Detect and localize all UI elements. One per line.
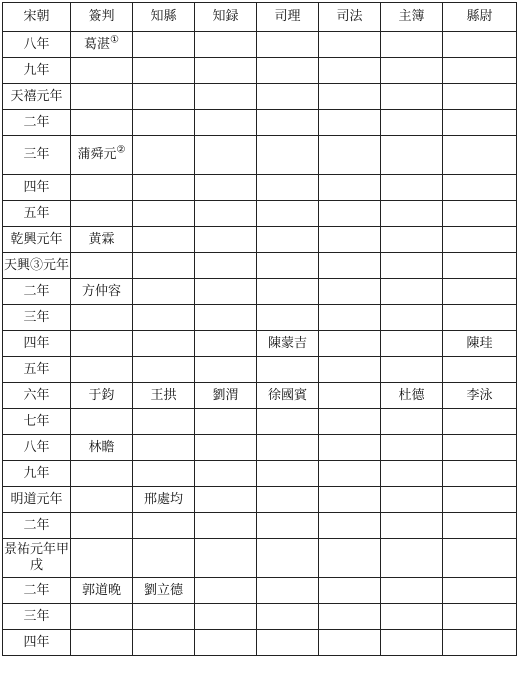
header-zhilu: 知録: [195, 3, 257, 32]
official-cell-zhilu: [195, 58, 257, 84]
year-cell: [3, 227, 71, 253]
official-cell-zhixian: [133, 175, 195, 201]
official-cell-sili: [257, 357, 319, 383]
official-cell-xianwei: [443, 279, 517, 305]
table-row: [3, 435, 517, 461]
official-cell-sifa: [319, 383, 381, 409]
official-cell-zhilu: [195, 331, 257, 357]
official-cell-xianwei: [443, 253, 517, 279]
official-cell-sifa: [319, 578, 381, 604]
official-cell-sili: [257, 539, 319, 578]
cell-text: 二年: [23, 582, 50, 598]
header-zhubu: 主簿: [381, 3, 443, 32]
cell-text: 三年: [23, 147, 50, 162]
cell-text: 四年: [23, 335, 50, 351]
official-cell-zhubu: [381, 32, 443, 58]
official-cell-sifa: [319, 630, 381, 656]
official-cell-zhubu: [381, 578, 443, 604]
footnote-marker: ②: [116, 144, 126, 156]
table-row: [3, 604, 517, 630]
table-row: [3, 578, 517, 604]
cell-text: 三年: [23, 309, 50, 325]
official-cell-zhubu: [381, 461, 443, 487]
official-cell-xianwei: [443, 227, 517, 253]
official-cell-zhilu: [195, 253, 257, 279]
cell-text: 景祐元年甲戌: [3, 542, 69, 573]
cell-text: 葛湛: [84, 36, 111, 52]
official-cell-zhilu: [195, 136, 257, 175]
official-cell-xianwei: [443, 383, 517, 409]
table-row: [3, 136, 517, 175]
cell-text: 劉渭: [212, 387, 239, 403]
official-cell-xianwei: [443, 201, 517, 227]
official-cell-xianwei: [443, 409, 517, 435]
official-cell-sifa: [319, 110, 381, 136]
official-cell-qianpan: [71, 604, 133, 630]
year-cell: [3, 32, 71, 58]
official-cell-zhilu: [195, 201, 257, 227]
cell-text: 杜德: [398, 387, 425, 403]
cell-text: 五年: [23, 205, 50, 221]
official-cell-qianpan: [71, 630, 133, 656]
official-cell-zhilu: [195, 539, 257, 578]
year-cell: [3, 175, 71, 201]
official-cell-xianwei: [443, 331, 517, 357]
year-cell: [3, 539, 71, 578]
official-cell-zhilu: [195, 84, 257, 110]
official-cell-zhilu: [195, 487, 257, 513]
official-cell-sifa: [319, 136, 381, 175]
table-row: [3, 253, 517, 279]
official-cell-sifa: [319, 409, 381, 435]
cell-text: 八年: [23, 36, 50, 52]
table-row: [3, 201, 517, 227]
year-cell: [3, 136, 71, 175]
cell-text: 二年: [23, 283, 50, 299]
official-cell-zhilu: [195, 409, 257, 435]
official-cell-qianpan: [71, 578, 133, 604]
official-cell-zhixian: [133, 630, 195, 656]
official-cell-zhixian: [133, 84, 195, 110]
official-cell-qianpan: [71, 201, 133, 227]
official-cell-sili: [257, 175, 319, 201]
official-cell-zhixian: [133, 201, 195, 227]
official-cell-qianpan: [71, 513, 133, 539]
official-cell-qianpan: [71, 539, 133, 578]
year-cell: [3, 409, 71, 435]
official-cell-zhilu: [195, 383, 257, 409]
official-cell-qianpan: [71, 435, 133, 461]
official-cell-qianpan: [71, 461, 133, 487]
year-cell: [3, 279, 71, 305]
table-row: [3, 513, 517, 539]
official-cell-zhixian: [133, 513, 195, 539]
cell-text: 九年: [23, 465, 50, 481]
official-cell-sifa: [319, 58, 381, 84]
year-cell: [3, 253, 71, 279]
official-cell-zhilu: [195, 175, 257, 201]
official-cell-zhilu: [195, 32, 257, 58]
year-cell: [3, 305, 71, 331]
year-cell: [3, 604, 71, 630]
official-cell-qianpan: [71, 253, 133, 279]
official-cell-zhubu: [381, 487, 443, 513]
official-cell-zhixian: [133, 58, 195, 84]
cell-text: 黄霖: [88, 231, 115, 247]
official-cell-sifa: [319, 175, 381, 201]
cell-text: 林瞻: [88, 439, 115, 455]
official-cell-zhixian: [133, 604, 195, 630]
official-cell-zhubu: [381, 279, 443, 305]
official-cell-sili: [257, 604, 319, 630]
official-cell-zhilu: [195, 110, 257, 136]
official-cell-xianwei: [443, 84, 517, 110]
official-cell-zhubu: [381, 539, 443, 578]
official-cell-sifa: [319, 461, 381, 487]
table-row: [3, 461, 517, 487]
official-cell-zhixian: [133, 357, 195, 383]
header-xianwei: 縣尉: [443, 3, 517, 32]
official-cell-sili: [257, 227, 319, 253]
cell-text: 明道元年: [10, 491, 63, 507]
table-row: [3, 84, 517, 110]
table-row: [3, 357, 517, 383]
year-cell: [3, 630, 71, 656]
cell-text: 陳蒙吉: [267, 335, 307, 351]
table-body: [3, 32, 517, 656]
official-cell-xianwei: [443, 578, 517, 604]
cell-text: 二年: [23, 114, 50, 130]
year-cell: [3, 487, 71, 513]
year-cell: [3, 201, 71, 227]
cell-text: 三年: [23, 608, 50, 624]
year-cell: [3, 58, 71, 84]
official-cell-zhixian: [133, 331, 195, 357]
official-cell-zhixian: [133, 136, 195, 175]
table-row: [3, 383, 517, 409]
official-cell-qianpan: [71, 175, 133, 201]
official-cell-sifa: [319, 32, 381, 58]
official-cell-zhubu: [381, 435, 443, 461]
table-row: [3, 279, 517, 305]
year-cell: [3, 578, 71, 604]
official-cell-sili: [257, 630, 319, 656]
official-cell-sili: [257, 487, 319, 513]
official-cell-zhubu: [381, 513, 443, 539]
year-cell: [3, 513, 71, 539]
official-cell-zhubu: [381, 331, 443, 357]
official-cell-sifa: [319, 435, 381, 461]
official-cell-sili: [257, 578, 319, 604]
official-cell-sili: [257, 435, 319, 461]
table-row: [3, 110, 517, 136]
official-cell-zhilu: [195, 357, 257, 383]
official-cell-sili: [257, 84, 319, 110]
table-row: [3, 32, 517, 58]
official-cell-zhilu: [195, 630, 257, 656]
official-cell-xianwei: [443, 604, 517, 630]
official-cell-zhilu: [195, 305, 257, 331]
cell-text: 劉立德: [143, 582, 183, 598]
official-cell-zhixian: [133, 110, 195, 136]
official-cell-sili: [257, 279, 319, 305]
cell-text: 方仲容: [81, 283, 121, 299]
official-cell-qianpan: [71, 110, 133, 136]
official-cell-qianpan: [71, 487, 133, 513]
official-cell-zhixian: [133, 305, 195, 331]
official-cell-zhubu: [381, 630, 443, 656]
official-cell-sifa: [319, 253, 381, 279]
cell-text: 九年: [23, 62, 50, 78]
official-cell-qianpan: [71, 409, 133, 435]
official-cell-zhilu: [195, 578, 257, 604]
table-row: [3, 539, 517, 578]
official-cell-zhixian: [133, 435, 195, 461]
official-cell-zhubu: [381, 175, 443, 201]
header-sifa: 司法: [319, 3, 381, 32]
official-cell-xianwei: [443, 513, 517, 539]
cell-text: 五年: [23, 361, 50, 377]
official-cell-qianpan: [71, 227, 133, 253]
cell-text: 陳珪: [466, 335, 493, 351]
official-cell-zhixian: [133, 383, 195, 409]
official-cell-qianpan: [71, 136, 133, 175]
table-row: [3, 630, 517, 656]
official-cell-zhubu: [381, 84, 443, 110]
table-header-row: [3, 3, 517, 32]
official-cell-sili: [257, 58, 319, 84]
year-cell: [3, 383, 71, 409]
official-cell-xianwei: [443, 357, 517, 383]
official-cell-xianwei: [443, 461, 517, 487]
cell-text: 四年: [23, 179, 50, 195]
cell-text: 蒲舜元: [77, 147, 117, 162]
official-cell-xianwei: [443, 58, 517, 84]
table-row: [3, 175, 517, 201]
official-cell-zhixian: [133, 32, 195, 58]
official-cell-sifa: [319, 357, 381, 383]
cell-text: 天興③元年: [3, 257, 69, 273]
official-cell-xianwei: [443, 136, 517, 175]
cell-text: 天禧元年: [10, 88, 63, 104]
official-cell-zhubu: [381, 110, 443, 136]
official-cell-sifa: [319, 227, 381, 253]
table-row: [3, 58, 517, 84]
official-cell-sili: [257, 461, 319, 487]
official-cell-qianpan: [71, 58, 133, 84]
official-cell-qianpan: [71, 279, 133, 305]
table-row: [3, 331, 517, 357]
year-cell: [3, 110, 71, 136]
official-cell-xianwei: [443, 630, 517, 656]
official-cell-sifa: [319, 331, 381, 357]
official-cell-zhubu: [381, 409, 443, 435]
table-row: [3, 409, 517, 435]
official-cell-zhilu: [195, 604, 257, 630]
official-cell-zhixian: [133, 487, 195, 513]
cell-text: 六年: [23, 387, 50, 403]
official-cell-zhubu: [381, 201, 443, 227]
footnote-marker: ①: [110, 34, 119, 46]
header-dynasty-year: 宋朝: [3, 3, 71, 32]
official-cell-sifa: [319, 604, 381, 630]
official-cell-zhubu: [381, 58, 443, 84]
official-cell-zhixian: [133, 253, 195, 279]
official-cell-sili: [257, 32, 319, 58]
cell-text: 乾興元年: [10, 231, 63, 247]
official-cell-zhubu: [381, 305, 443, 331]
cell-text: 二年: [23, 517, 50, 533]
official-cell-sifa: [319, 305, 381, 331]
official-cell-zhilu: [195, 513, 257, 539]
header-zhixian: 知縣: [133, 3, 195, 32]
year-cell: [3, 435, 71, 461]
official-cell-zhixian: [133, 279, 195, 305]
official-cell-zhubu: [381, 604, 443, 630]
official-cell-qianpan: [71, 331, 133, 357]
official-cell-sifa: [319, 513, 381, 539]
table-row: [3, 487, 517, 513]
official-cell-qianpan: [71, 383, 133, 409]
official-cell-zhixian: [133, 461, 195, 487]
official-cell-sili: [257, 110, 319, 136]
official-cell-zhilu: [195, 279, 257, 305]
official-cell-qianpan: [71, 32, 133, 58]
official-cell-zhubu: [381, 227, 443, 253]
official-cell-zhubu: [381, 253, 443, 279]
cell-text: 王拱: [150, 387, 177, 403]
cell-text: 于鈞: [88, 387, 115, 403]
cell-text: 八年: [23, 439, 50, 455]
cell-text: 郭道晚: [81, 582, 121, 598]
official-cell-zhixian: [133, 409, 195, 435]
official-cell-zhilu: [195, 461, 257, 487]
official-cell-zhilu: [195, 227, 257, 253]
official-cell-zhixian: [133, 578, 195, 604]
official-cell-sili: [257, 253, 319, 279]
official-cell-sili: [257, 305, 319, 331]
official-cell-zhilu: [195, 435, 257, 461]
year-cell: [3, 461, 71, 487]
official-cell-xianwei: [443, 110, 517, 136]
official-cell-sifa: [319, 279, 381, 305]
cell-text: 徐國賓: [267, 387, 307, 403]
official-cell-xianwei: [443, 175, 517, 201]
official-cell-xianwei: [443, 32, 517, 58]
year-cell: [3, 357, 71, 383]
official-cell-sili: [257, 136, 319, 175]
official-cell-zhubu: [381, 357, 443, 383]
official-cell-zhixian: [133, 539, 195, 578]
cell-text: 邢處均: [143, 491, 183, 507]
official-cell-xianwei: [443, 539, 517, 578]
table-row: [3, 227, 517, 253]
official-cell-xianwei: [443, 487, 517, 513]
year-cell: [3, 84, 71, 110]
header-sili: 司理: [257, 3, 319, 32]
official-cell-zhixian: [133, 227, 195, 253]
official-cell-qianpan: [71, 357, 133, 383]
official-cell-xianwei: [443, 305, 517, 331]
official-cell-sili: [257, 383, 319, 409]
table-row: [3, 305, 517, 331]
cell-text: 七年: [23, 413, 50, 429]
header-qianpan: 簽判: [71, 3, 133, 32]
year-cell: [3, 331, 71, 357]
official-cell-sili: [257, 409, 319, 435]
official-cell-sifa: [319, 84, 381, 110]
official-cell-sifa: [319, 539, 381, 578]
official-cell-zhubu: [381, 136, 443, 175]
official-cell-sifa: [319, 487, 381, 513]
official-cell-qianpan: [71, 305, 133, 331]
cell-text: 李泳: [466, 387, 493, 403]
official-cell-qianpan: [71, 84, 133, 110]
official-cell-sifa: [319, 201, 381, 227]
official-cell-sili: [257, 201, 319, 227]
official-roster-table: [2, 2, 517, 656]
official-cell-sili: [257, 331, 319, 357]
cell-text: 四年: [23, 634, 50, 650]
official-cell-xianwei: [443, 435, 517, 461]
official-cell-zhubu: [381, 383, 443, 409]
official-cell-sili: [257, 513, 319, 539]
